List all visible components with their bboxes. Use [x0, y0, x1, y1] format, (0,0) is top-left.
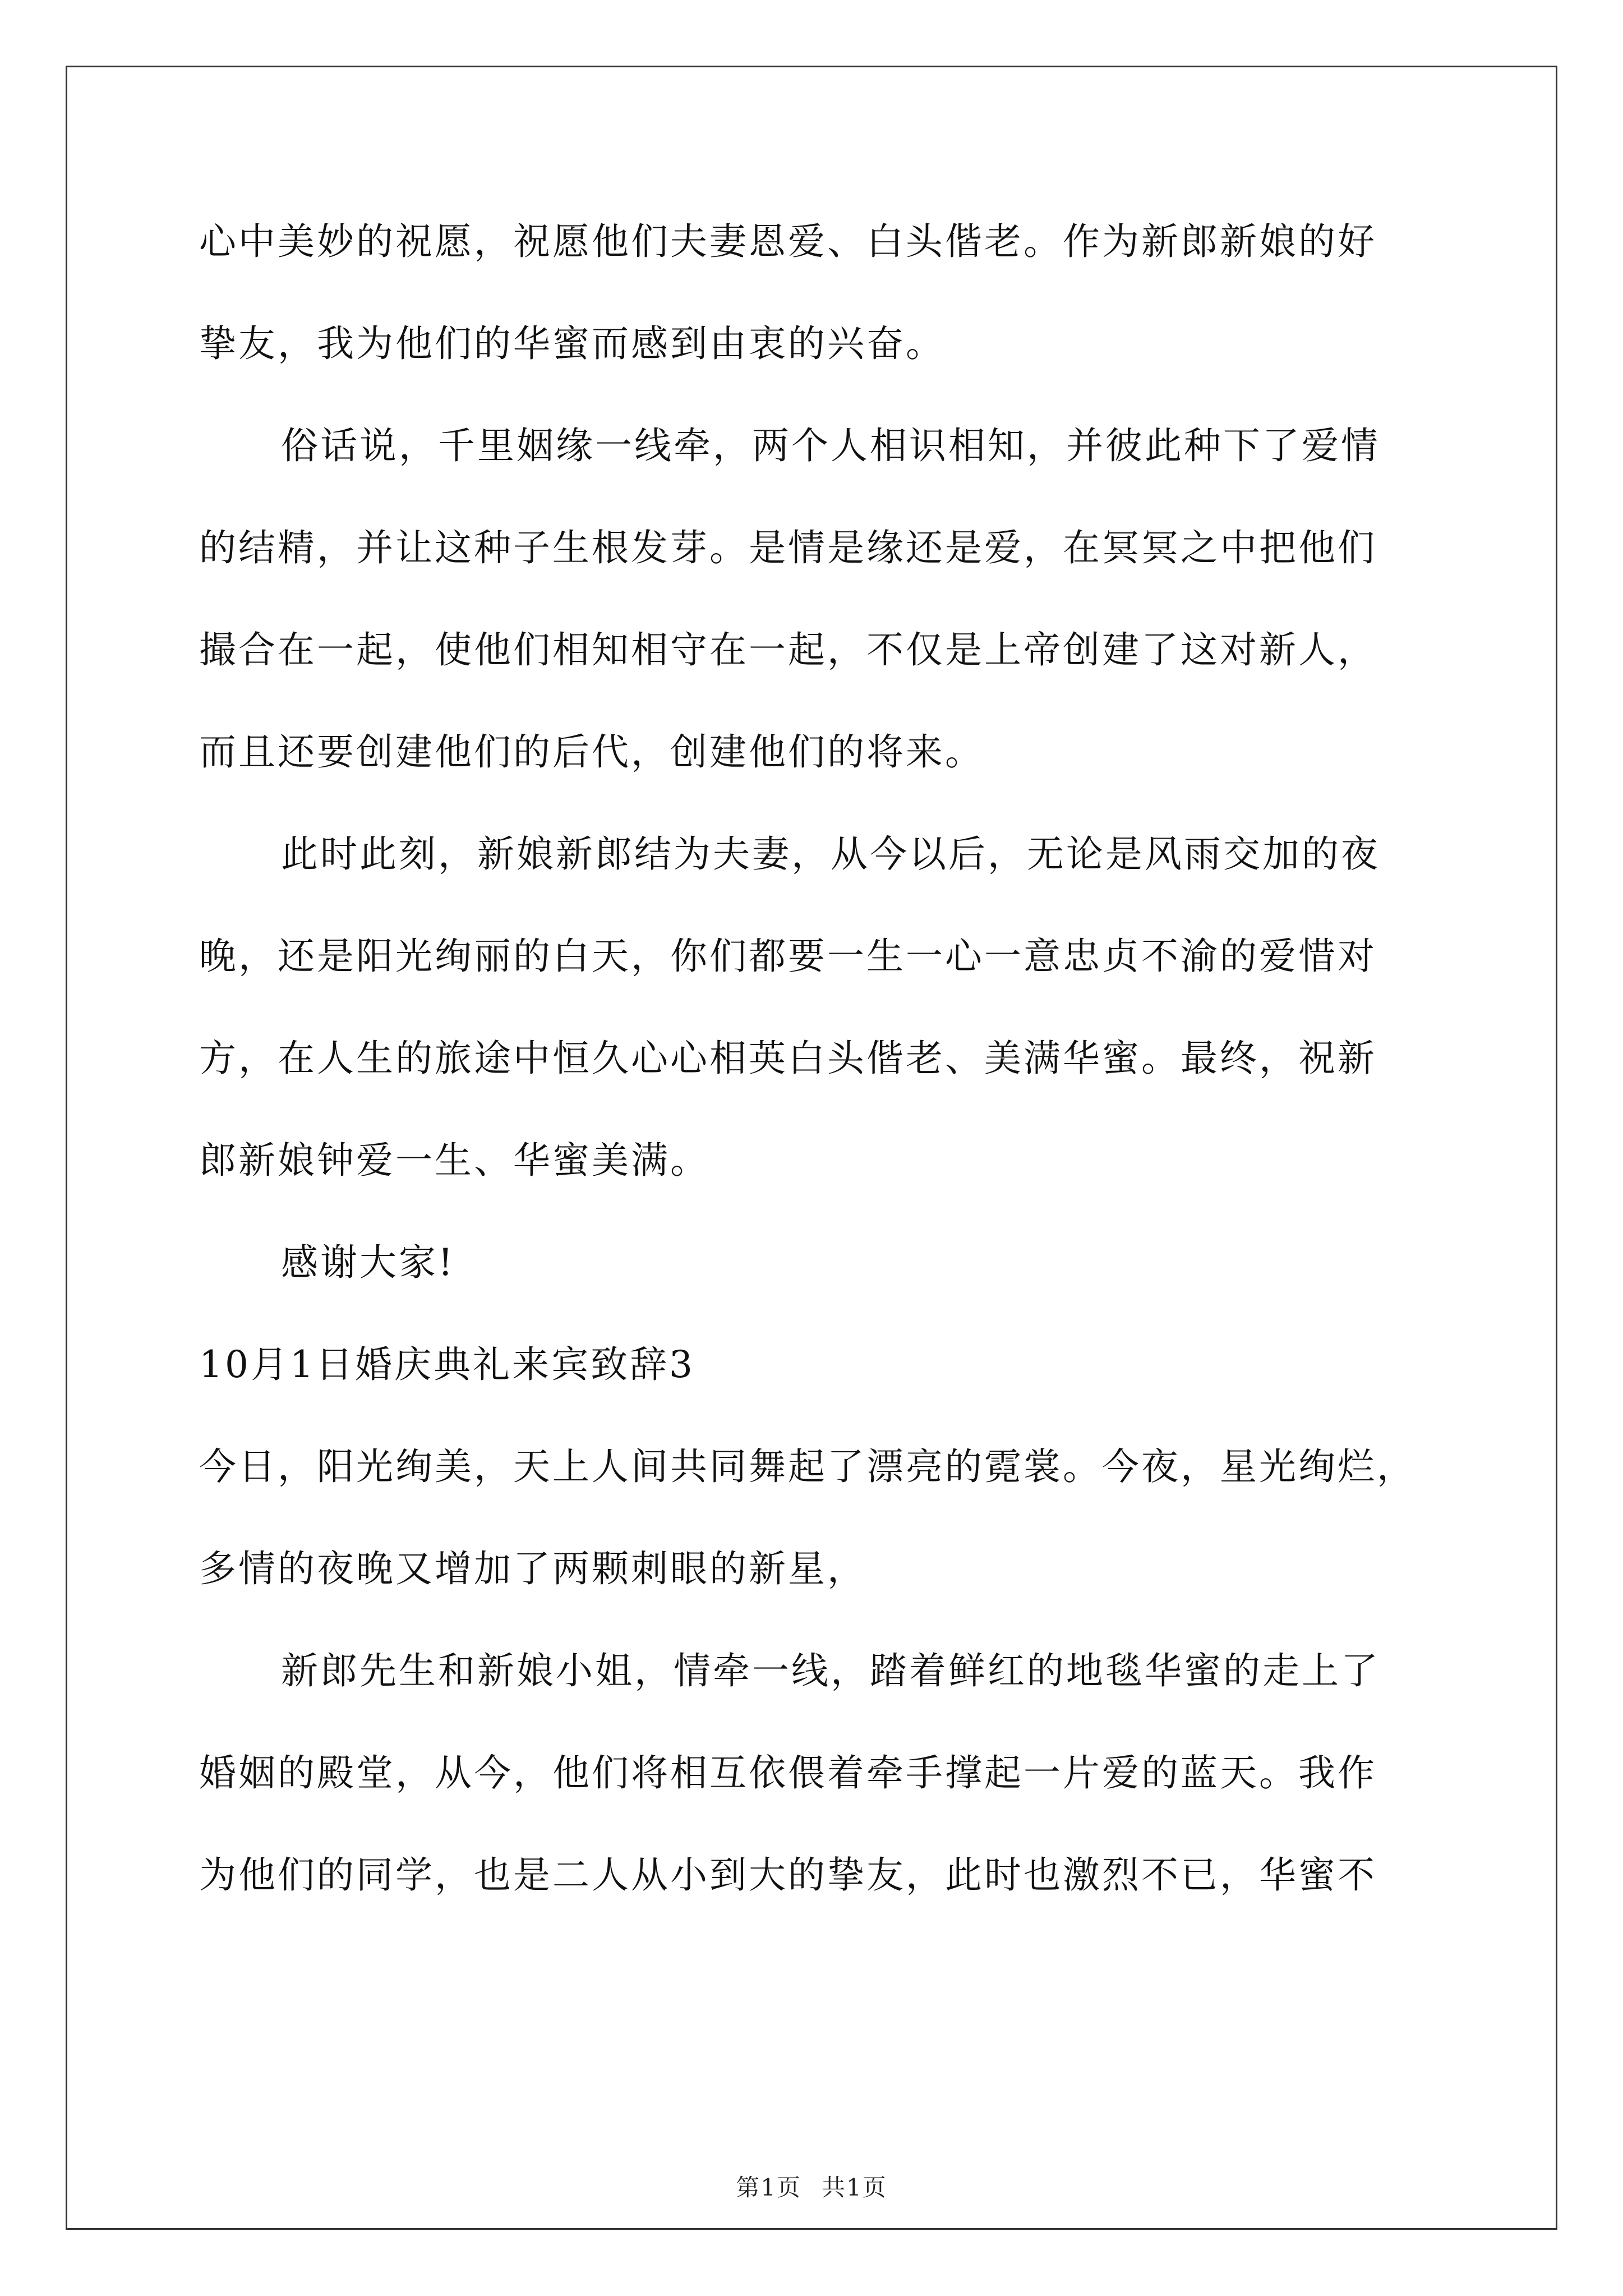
- closing-line: 感谢大家!: [281, 1241, 455, 1284]
- text-line: 挚友，我为他们的华蜜而感到由衷的兴奋。: [199, 322, 945, 365]
- text-line: 而且还要创建他们的后代，创建他们的将来。: [199, 730, 984, 774]
- document-body: [199, 211, 1444, 1947]
- paragraph-start-line: 新郎先生和新娘小姐，情牵一线，踏着鲜红的地毯华蜜的走上了: [281, 1649, 1380, 1692]
- text-line: 方，在人生的旅途中恒久心心相英白头偕老、美满华蜜。最终，祝新: [199, 1037, 1377, 1080]
- page-total: 共1页: [822, 2174, 887, 2201]
- text-line: 的结精，并让这种子生根发芽。是情是缘还是爱，在冥冥之中把他们: [199, 526, 1377, 569]
- text-line: 撮合在一起，使他们相知相守在一起，不仅是上帝创建了这对新人，: [199, 628, 1377, 671]
- text-line: 多情的夜晚又增加了两颗刺眼的新星，: [199, 1547, 866, 1590]
- paragraph-start-line: 此时此刻，新娘新郎结为夫妻，从今以后，无论是风雨交加的夜: [281, 832, 1380, 876]
- text-line: 为他们的同学，也是二人从小到大的挚友，此时也激烈不已，华蜜不: [199, 1853, 1377, 1897]
- text-line: 晚，还是阳光绚丽的白天，你们都要一生一心一意忠贞不渝的爱惜对: [199, 935, 1377, 978]
- text-line: 婚姻的殿堂，从今，他们将相互依偎着牵手撑起一片爱的蓝天。我作: [199, 1751, 1377, 1795]
- paragraph-start-line: 俗话说，千里姻缘一线牵，两个人相识相知，并彼此种下了爱情: [281, 424, 1380, 467]
- text-line: 今日，阳光绚美，天上人间共同舞起了漂亮的霓裳。今夜，星光绚烂，: [199, 1445, 1416, 1488]
- page-number: 第1页: [736, 2174, 801, 2201]
- page-footer: [0, 2171, 1623, 2205]
- section-heading: 10月1日婚庆典礼来宾致辞3: [199, 1343, 695, 1386]
- text-line: 心中美妙的祝愿，祝愿他们夫妻恩爱、白头偕老。作为新郎新娘的好: [199, 220, 1377, 263]
- text-line: 郎新娘钟爱一生、华蜜美满。: [199, 1139, 709, 1182]
